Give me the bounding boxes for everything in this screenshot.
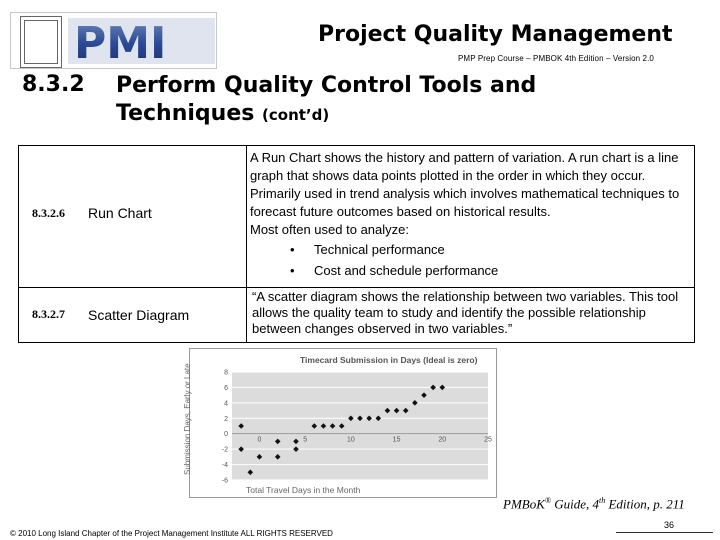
ref-sup: th	[599, 496, 606, 505]
ref-main: PMBoK	[503, 496, 545, 512]
y-tick-label: -2	[221, 446, 228, 454]
chart-y-axis-label: Submission Days, Early or Late	[183, 363, 192, 475]
bullet-text: Cost and schedule performance	[314, 263, 499, 278]
bullet-dot: •	[290, 242, 295, 257]
section-title-line2-text: Techniques	[116, 101, 255, 126]
bullet-text: Technical performance	[314, 242, 445, 257]
page-title: Project Quality Management	[318, 22, 673, 47]
plot-area	[232, 372, 488, 480]
course-subtitle: PMP Prep Course – PMBOK 4th Edition – Version 2.0	[458, 54, 654, 63]
x-tick-label: 10	[346, 436, 355, 444]
section-title-suffix: (cont’d)	[262, 106, 330, 124]
y-tick-label: 8	[224, 369, 228, 377]
run-chart-description: A Run Chart shows the history and pattern of variation. A run chart is a line graph that shows data points plotted in the order in which they occur. Primarily used in trend analysis which involves mathematical techniques to forecast future outcomes based on historical results.	[250, 150, 680, 219]
ref-rest2: Edition, p. 211	[605, 496, 685, 512]
x-tick-label: 5	[303, 436, 308, 444]
bullet-dot: •	[290, 263, 295, 278]
run-chart-lead: Most often used to analyze:	[250, 222, 409, 237]
y-tick-label: 0	[224, 431, 228, 439]
row-number-run-chart: 8.3.2.6	[32, 206, 65, 220]
chart-title: Timecard Submission in Days (Ideal is zero)	[300, 355, 478, 365]
y-tick-label: -4	[221, 462, 228, 470]
section-title-line1: Perform Quality Control Tools and	[116, 73, 537, 98]
row-name-scatter-diagram: Scatter Diagram	[88, 307, 190, 323]
y-tick-label: 6	[224, 384, 228, 392]
x-tick-label: 25	[484, 436, 492, 444]
page-number: 36	[664, 520, 675, 530]
chart-x-axis-label: Total Travel Days in the Month	[246, 485, 361, 495]
y-tick-label: -6	[221, 477, 228, 485]
y-tick-label: 2	[224, 415, 228, 423]
section-number: 8.3.2	[22, 72, 85, 97]
ref-rest1: Guide, 4	[550, 496, 599, 512]
scatter-diagram-description: “A scatter diagram shows the relationship between two variables. This tool allows the quality team to study and identify the possible relationship between changes observed in two variables.”	[252, 289, 679, 336]
copyright-footer: © 2010 Long Island Chapter of the Project Management Institute ALL RIGHTS RESERVED	[10, 529, 333, 538]
ref-reg: ®	[544, 496, 551, 505]
row-number-scatter-diagram: 8.3.2.7	[32, 307, 65, 321]
pmi-logo-text: PMI	[74, 18, 167, 64]
x-tick-label: 0	[257, 436, 262, 444]
x-tick-label: 15	[392, 436, 401, 444]
footer-rule	[616, 532, 713, 533]
x-tick-label: 20	[438, 436, 447, 444]
row-name-run-chart: Run Chart	[88, 205, 152, 221]
reference-citation	[503, 496, 685, 512]
y-tick-label: 4	[224, 400, 228, 408]
